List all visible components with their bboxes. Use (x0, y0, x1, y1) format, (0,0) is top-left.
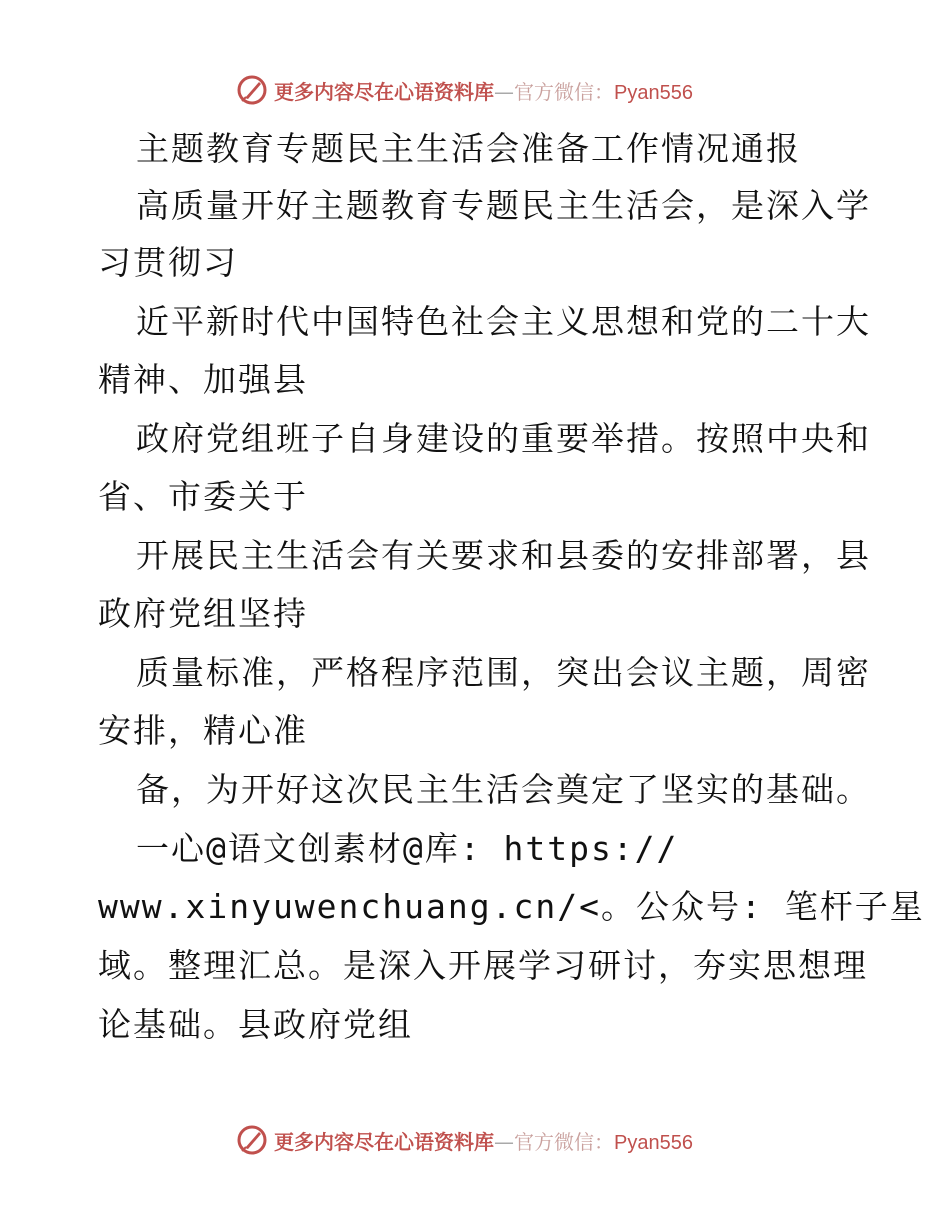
watermark-dash: — (494, 1129, 514, 1154)
paragraph-line: 备，为开好这次民主生活会奠定了坚实的基础。 (136, 770, 871, 809)
paragraph-line: 安排，精心准 (98, 711, 308, 750)
paragraph-line: 论基础。县政府党组 (98, 1005, 413, 1044)
paragraph-line: 政府党组班子自身建设的重要举措。按照中央和 (136, 419, 871, 458)
watermark-text (274, 76, 693, 105)
header-watermark (236, 72, 756, 108)
quill-circle-logo-icon (236, 74, 268, 106)
watermark-text (274, 1126, 693, 1155)
paragraph-line: 高质量开好主题教育专题民主生活会，是深入学 (136, 186, 871, 225)
document-title: 主题教育专题民主生活会准备工作情况通报 (136, 129, 801, 168)
watermark-wechat-id: Pyan556 (614, 81, 693, 104)
watermark-brand: 更多内容尽在心语资料库 (274, 1129, 494, 1154)
source-url-line: www.xinyuwenchuang.cn/<。公众号: 笔杆子星 (98, 887, 925, 926)
paragraph-line: 习贯彻习 (98, 243, 238, 282)
watermark-official-label: 官方微信： (514, 1129, 614, 1154)
paragraph-line: 省、市委关于 (98, 477, 308, 516)
quill-circle-logo-icon (236, 1124, 268, 1156)
watermark-dash: — (494, 79, 514, 104)
paragraph-line: 开展民主生活会有关要求和县委的安排部署，县 (136, 536, 871, 575)
paragraph-line: 精神、加强县 (98, 360, 308, 399)
watermark-wechat-id: Pyan556 (614, 1131, 693, 1154)
watermark-brand: 更多内容尽在心语资料库 (274, 79, 494, 104)
source-line: 一心@语文创素材@库: https:// (136, 829, 679, 868)
footer-watermark (236, 1122, 756, 1158)
paragraph-line: 政府党组坚持 (98, 594, 308, 633)
watermark-official-label: 官方微信： (514, 79, 614, 104)
paragraph-line: 域。整理汇总。是深入开展学习研讨，夯实思想理 (98, 946, 868, 985)
paragraph-line: 质量标准，严格程序范围，突出会议主题，周密 (136, 653, 871, 692)
paragraph-line: 近平新时代中国特色社会主义思想和党的二十大 (136, 302, 871, 341)
